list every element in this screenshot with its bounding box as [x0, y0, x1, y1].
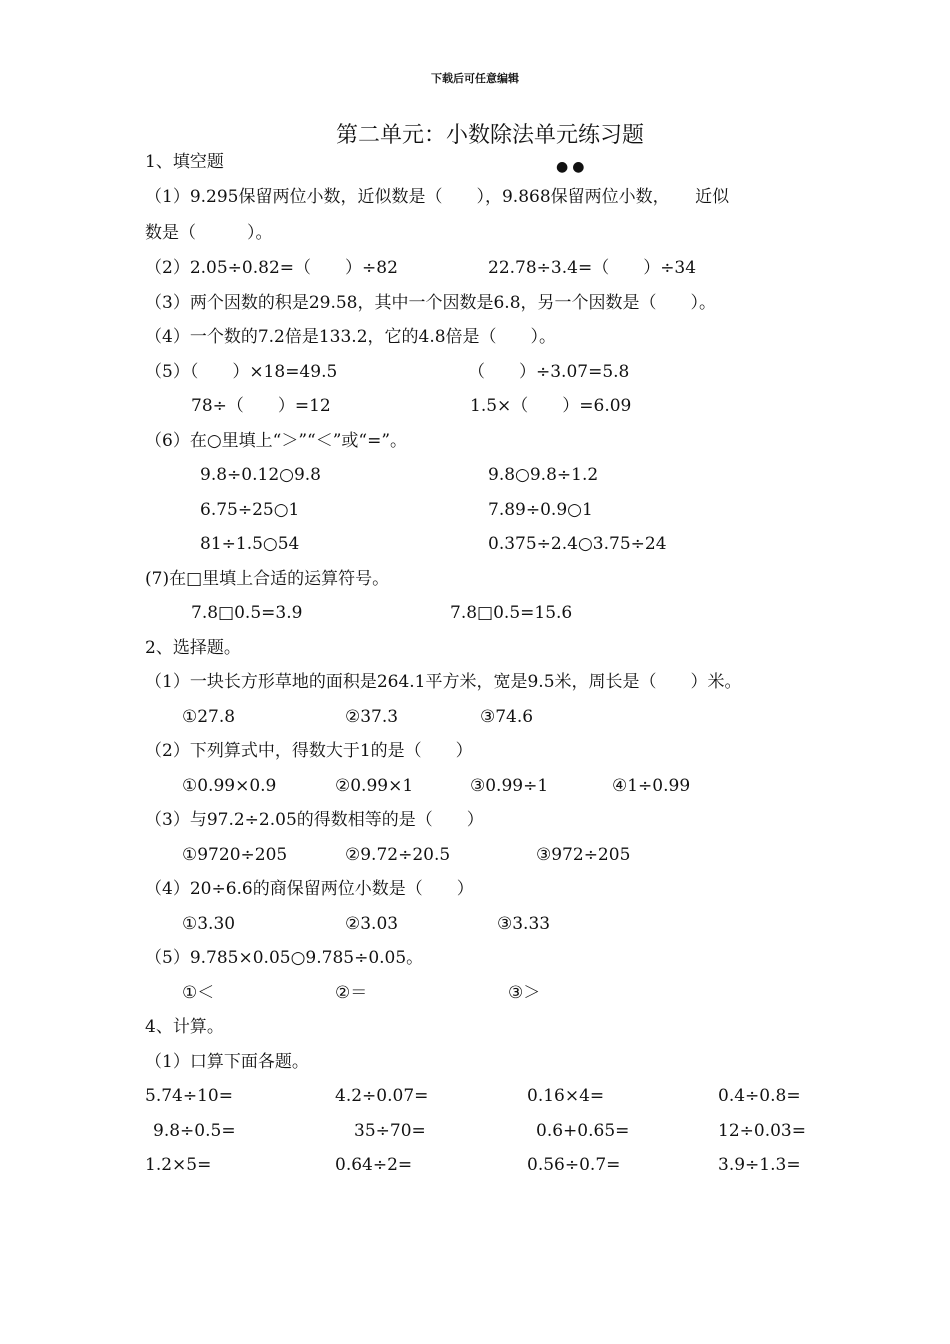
- question-1-5d: 1.5×（ ）=6.09: [470, 396, 632, 416]
- question-1-5c: 78÷（ ）=12: [191, 396, 331, 416]
- page-title: 第二单元：小数除法单元练习题: [336, 123, 645, 148]
- compare-item: 6.75÷25○1: [200, 500, 300, 520]
- calc-item: 1.2×5=: [145, 1155, 212, 1175]
- calc-item: 35÷70=: [354, 1121, 426, 1141]
- question-1-5b: （ ）÷3.07=5.8: [468, 362, 630, 382]
- choice-option: ④1÷0.99: [612, 776, 691, 796]
- calc-item: 9.8÷0.5=: [153, 1121, 236, 1141]
- choice-option: ①3.30: [182, 914, 236, 934]
- choice-option: ③972÷205: [536, 845, 631, 865]
- question-1-4: （4）一个数的7.2倍是133.2，它的4.8倍是（ ）。: [145, 327, 557, 347]
- choice-option: ②9.72÷20.5: [345, 845, 451, 865]
- compare-item: 9.8÷0.12○9.8: [200, 465, 322, 485]
- calc-item: 5.74÷10=: [145, 1086, 233, 1106]
- page-header: 下载后可任意编辑: [431, 72, 519, 85]
- choice-option: ③0.99÷1: [470, 776, 549, 796]
- section-calc-heading: 4、计算。: [145, 1017, 224, 1037]
- calc-item: 0.6+0.65=: [536, 1121, 630, 1141]
- calc-item: 4.2÷0.07=: [335, 1086, 429, 1106]
- choice-option: ②3.03: [345, 914, 399, 934]
- choice-option: ③74.6: [480, 707, 534, 727]
- calc-item: 0.64÷2=: [335, 1155, 413, 1175]
- calc-item: 12÷0.03=: [718, 1121, 806, 1141]
- operator-item: 7.8□0.5=3.9: [191, 603, 303, 623]
- question-2-2: （2）下列算式中，得数大于1的是（ ）: [145, 741, 473, 761]
- question-1-1-cont: 数是（ ）。: [145, 223, 273, 243]
- question-4-1: （1）口算下面各题。: [145, 1052, 309, 1072]
- choice-option: ①9720÷205: [182, 845, 288, 865]
- question-1-3: （3）两个因数的积是29.58，其中一个因数是6.8，另一个因数是（ ）。: [145, 293, 717, 313]
- compare-item: 9.8○9.8÷1.2: [488, 465, 599, 485]
- question-2-1: （1）一块长方形草地的面积是264.1平方米，宽是9.5米，周长是（ ）米。: [145, 672, 742, 692]
- compare-item: 0.375÷2.4○3.75÷24: [488, 534, 667, 554]
- choice-option: ②＝: [335, 983, 368, 1003]
- emphasis-dots: ●●: [556, 159, 589, 175]
- question-1-7: (7)在□里填上合适的运算符号。: [145, 569, 390, 589]
- question-1-2b: 22.78÷3.4=（ ）÷34: [488, 258, 697, 278]
- calc-item: 0.16×4=: [527, 1086, 605, 1106]
- choice-option: ①27.8: [182, 707, 236, 727]
- question-1-6: （6）在○里填上“＞”“＜”或“=”。: [145, 431, 408, 451]
- compare-item: 7.89÷0.9○1: [488, 500, 593, 520]
- section-fill-blank-heading: 1、填空题: [145, 152, 224, 172]
- question-2-3: （3）与97.2÷2.05的得数相等的是（ ）: [145, 810, 484, 830]
- compare-item: 81÷1.5○54: [200, 534, 300, 554]
- choice-option: ①0.99×0.9: [182, 776, 277, 796]
- choice-option: ③3.33: [497, 914, 551, 934]
- choice-option: ②37.3: [345, 707, 399, 727]
- operator-item: 7.8□0.5=15.6: [450, 603, 573, 623]
- question-1-2a: （2）2.05÷0.82=（ ）÷82: [145, 258, 398, 278]
- section-choice-heading: 2、选择题。: [145, 638, 241, 658]
- question-2-5: （5）9.785×0.05○9.785÷0.05。: [145, 948, 424, 968]
- choice-option: ③＞: [508, 983, 541, 1003]
- question-2-4: （4）20÷6.6的商保留两位小数是（ ）: [145, 879, 474, 899]
- calc-item: 3.9÷1.3=: [718, 1155, 801, 1175]
- choice-option: ②0.99×1: [335, 776, 414, 796]
- question-1-1: （1）9.295保留两位小数，近似数是（ ），9.868保留两位小数， 近似: [145, 187, 730, 207]
- calc-item: 0.4÷0.8=: [718, 1086, 801, 1106]
- calc-item: 0.56÷0.7=: [527, 1155, 621, 1175]
- choice-option: ①＜: [182, 983, 215, 1003]
- question-1-5a: （5）（ ）×18=49.5: [145, 362, 338, 382]
